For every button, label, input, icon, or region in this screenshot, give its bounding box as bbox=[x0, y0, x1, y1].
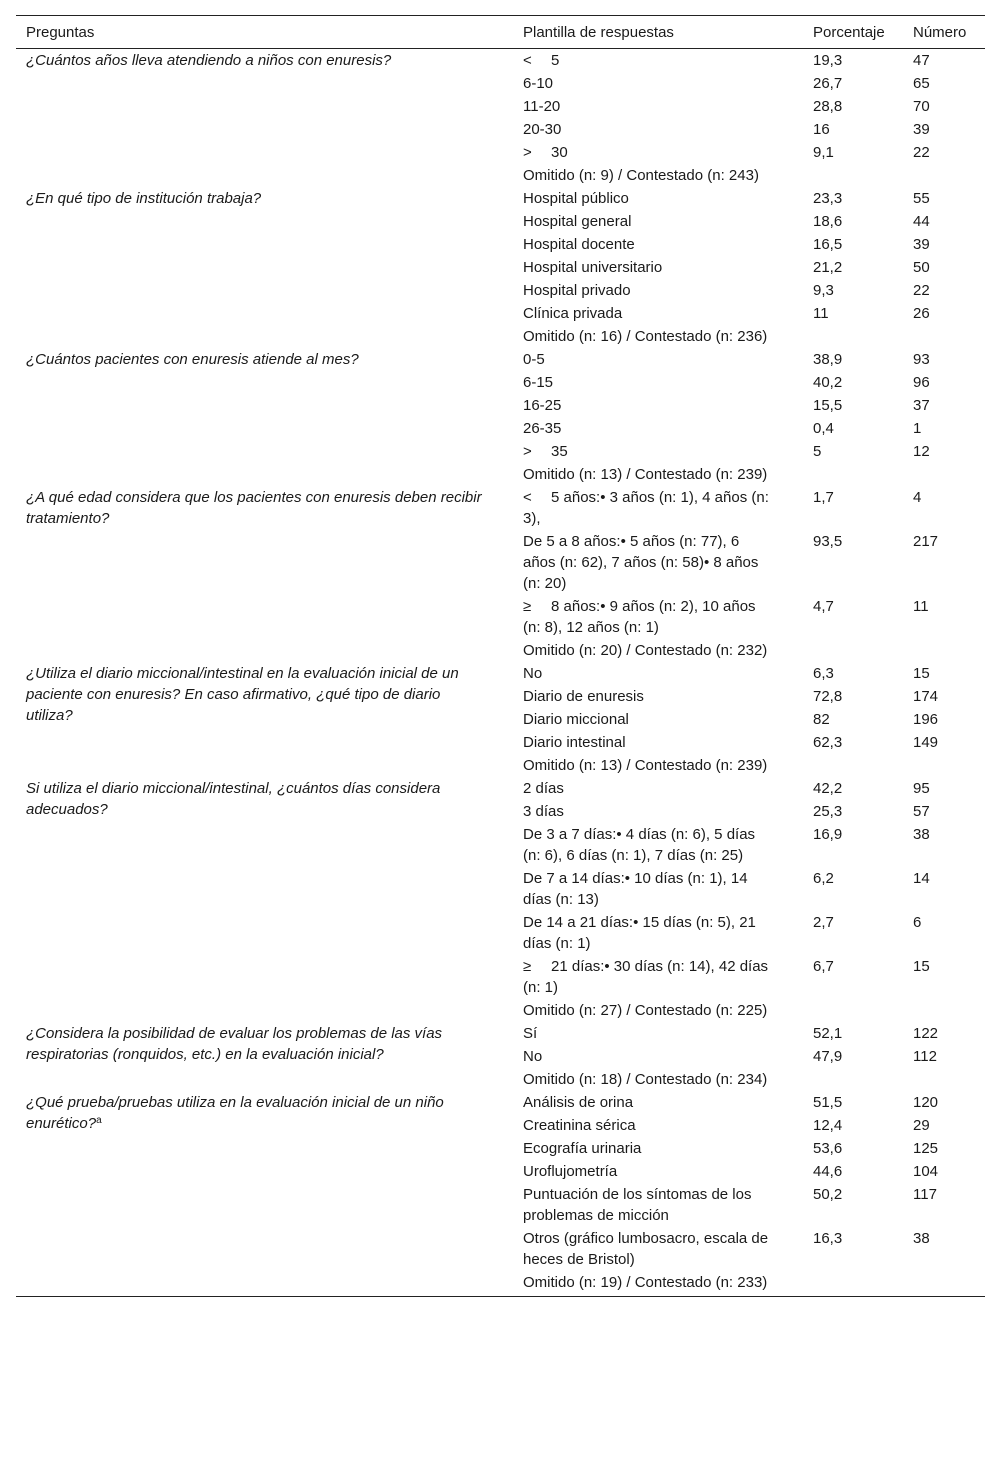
answer-text: Creatinina sérica bbox=[523, 1117, 636, 1134]
number-cell bbox=[903, 325, 985, 348]
answer-cell bbox=[513, 348, 803, 371]
number-cell: 149 bbox=[913, 734, 939, 751]
number-cell: 96 bbox=[913, 374, 930, 391]
answer-cell bbox=[513, 394, 803, 417]
answer-text: Sí bbox=[523, 1025, 538, 1042]
percentage-cell bbox=[803, 164, 903, 187]
percentage-cell: 12,4 bbox=[813, 1117, 843, 1134]
percentage-cell: 26,7 bbox=[813, 75, 843, 92]
percentage-cell: 50,2 bbox=[813, 1186, 843, 1203]
percentage-cell: 51,5 bbox=[813, 1094, 843, 1111]
percentage-cell: 15,5 bbox=[813, 397, 843, 414]
number-cell: 104 bbox=[913, 1163, 939, 1180]
answer-text: Uroflujometría bbox=[523, 1163, 618, 1180]
number-cell: 11 bbox=[913, 598, 929, 615]
answer-cell bbox=[513, 777, 803, 800]
survey-table bbox=[16, 15, 985, 1297]
percentage-cell: 38,9 bbox=[813, 351, 843, 368]
footnote-marker: a bbox=[96, 1115, 102, 1126]
question-cell bbox=[16, 1022, 513, 1091]
answer-text: 3 días bbox=[523, 803, 564, 820]
answer-symbol: ≥ bbox=[523, 958, 532, 975]
number-cell: 37 bbox=[913, 397, 930, 414]
percentage-cell: 18,6 bbox=[813, 213, 843, 230]
header-preguntas: Preguntas bbox=[26, 24, 95, 41]
number-cell: 29 bbox=[913, 1117, 930, 1134]
question-text: ¿Utiliza el diario miccional/intestinal en la evaluación inicial de un paciente con enuresis? En caso afirmativo, ¿qué tipo de diario utiliza? bbox=[26, 665, 459, 724]
header-numero: Número bbox=[913, 24, 967, 41]
percentage-cell: 2,7 bbox=[813, 914, 834, 931]
answer-text: 5 años:• 3 años (n: 1), 4 años (n: 3), bbox=[523, 489, 769, 527]
answer-text: Análisis de orina bbox=[523, 1094, 634, 1111]
table-row bbox=[16, 348, 985, 371]
percentage-cell: 9,3 bbox=[813, 282, 834, 299]
answer-text: 30 bbox=[551, 144, 568, 161]
answer-text: Hospital privado bbox=[523, 282, 631, 299]
question-text: ¿Cuántos pacientes con enuresis atiende al mes? bbox=[26, 351, 359, 368]
number-cell: 22 bbox=[913, 144, 930, 161]
answer-cell bbox=[513, 595, 803, 639]
answer-cell bbox=[513, 486, 803, 530]
number-cell: 217 bbox=[913, 533, 939, 550]
answer-text: Omitido (n: 9) / Contestado (n: 243) bbox=[523, 167, 759, 184]
number-cell: 6 bbox=[913, 914, 922, 931]
answer-cell bbox=[513, 1045, 803, 1068]
answer-cell bbox=[513, 72, 803, 95]
answer-text: No bbox=[523, 1048, 543, 1065]
table-row bbox=[16, 777, 985, 800]
number-cell bbox=[903, 164, 985, 187]
answer-cell bbox=[513, 95, 803, 118]
answer-text: Omitido (n: 13) / Contestado (n: 239) bbox=[523, 466, 768, 483]
number-cell bbox=[903, 999, 985, 1022]
percentage-cell: 44,6 bbox=[813, 1163, 843, 1180]
answer-text: Hospital universitario bbox=[523, 259, 663, 276]
number-cell bbox=[903, 1271, 985, 1297]
number-cell: 125 bbox=[913, 1140, 939, 1157]
answer-text: Hospital público bbox=[523, 190, 629, 207]
question-cell bbox=[16, 187, 513, 348]
percentage-cell: 62,3 bbox=[813, 734, 843, 751]
table-row bbox=[16, 486, 985, 530]
number-cell: 65 bbox=[913, 75, 930, 92]
percentage-cell bbox=[803, 325, 903, 348]
answer-cell bbox=[513, 371, 803, 394]
number-cell: 15 bbox=[913, 958, 930, 975]
percentage-cell bbox=[803, 639, 903, 662]
percentage-cell: 53,6 bbox=[813, 1140, 843, 1157]
percentage-cell: 42,2 bbox=[813, 780, 843, 797]
number-cell: 1 bbox=[913, 420, 922, 437]
number-cell: 55 bbox=[913, 190, 930, 207]
question-text: Si utiliza el diario miccional/intestinal, ¿cuántos días considera adecuados? bbox=[26, 780, 441, 818]
header-plantilla: Plantilla de respuestas bbox=[523, 24, 674, 41]
percentage-cell: 16,9 bbox=[813, 826, 843, 843]
answer-text: Diario de enuresis bbox=[523, 688, 644, 705]
answer-symbol: > bbox=[523, 443, 532, 460]
percentage-cell: 40,2 bbox=[813, 374, 843, 391]
question-cell bbox=[16, 348, 513, 486]
percentage-cell bbox=[803, 1271, 903, 1297]
percentage-cell: 28,8 bbox=[813, 98, 843, 115]
header-row bbox=[16, 16, 985, 49]
number-cell: 39 bbox=[913, 236, 930, 253]
answer-cell bbox=[513, 463, 803, 486]
percentage-cell: 19,3 bbox=[813, 52, 843, 69]
question-cell bbox=[16, 1091, 513, 1297]
number-cell: 57 bbox=[913, 803, 930, 820]
percentage-cell: 6,7 bbox=[813, 958, 834, 975]
number-cell: 117 bbox=[913, 1186, 937, 1203]
number-cell bbox=[903, 463, 985, 486]
answer-text: 11-20 bbox=[523, 98, 561, 115]
answer-cell bbox=[513, 210, 803, 233]
percentage-cell: 16,5 bbox=[813, 236, 843, 253]
answer-cell bbox=[513, 708, 803, 731]
answer-cell bbox=[513, 1160, 803, 1183]
percentage-cell: 72,8 bbox=[813, 688, 843, 705]
answer-cell bbox=[513, 754, 803, 777]
answer-cell bbox=[513, 1183, 803, 1227]
number-cell: 196 bbox=[913, 711, 939, 728]
percentage-cell: 93,5 bbox=[813, 533, 843, 550]
number-cell: 93 bbox=[913, 351, 930, 368]
table-body bbox=[16, 49, 985, 1297]
number-cell: 120 bbox=[913, 1094, 939, 1111]
answer-text: 8 años:• 9 años (n: 2), 10 años (n: 8), 12 años (n: 1) bbox=[523, 598, 756, 636]
percentage-cell bbox=[803, 1068, 903, 1091]
number-cell: 4 bbox=[913, 489, 922, 506]
number-cell bbox=[903, 754, 985, 777]
question-cell bbox=[16, 49, 513, 188]
number-cell bbox=[903, 639, 985, 662]
answer-text: Diario miccional bbox=[523, 711, 629, 728]
answer-text: Clínica privada bbox=[523, 305, 623, 322]
percentage-cell bbox=[803, 754, 903, 777]
table-row bbox=[16, 1091, 985, 1114]
percentage-cell bbox=[803, 463, 903, 486]
question-cell bbox=[16, 486, 513, 662]
answer-text: Hospital general bbox=[523, 213, 632, 230]
number-cell: 112 bbox=[913, 1048, 937, 1065]
answer-cell bbox=[513, 999, 803, 1022]
percentage-cell: 16,3 bbox=[813, 1230, 843, 1247]
question-cell bbox=[16, 777, 513, 1022]
answer-text: Omitido (n: 18) / Contestado (n: 234) bbox=[523, 1071, 768, 1088]
answer-text: No bbox=[523, 665, 543, 682]
percentage-cell: 21,2 bbox=[813, 259, 843, 276]
header-porcentaje: Porcentaje bbox=[813, 24, 885, 41]
answer-symbol: < bbox=[523, 489, 532, 506]
table-row bbox=[16, 662, 985, 685]
answer-text: 16-25 bbox=[523, 397, 562, 414]
answer-cell bbox=[513, 685, 803, 708]
percentage-cell: 1,7 bbox=[813, 489, 834, 506]
answer-text: 21 días:• 30 días (n: 14), 42 días (n: 1) bbox=[523, 958, 769, 996]
answer-symbol: > bbox=[523, 144, 532, 161]
table-row bbox=[16, 49, 985, 73]
answer-text: Omitido (n: 27) / Contestado (n: 225) bbox=[523, 1002, 768, 1019]
answer-cell bbox=[513, 1271, 803, 1297]
answer-text: De 14 a 21 días:• 15 días (n: 5), 21 días (n: 1) bbox=[523, 914, 756, 952]
answer-text: 2 días bbox=[523, 780, 564, 797]
percentage-cell: 4,7 bbox=[813, 598, 834, 615]
number-cell: 47 bbox=[913, 52, 930, 69]
answer-cell bbox=[513, 325, 803, 348]
answer-text: Otros (gráfico lumbosacro, escala de heces de Bristol) bbox=[523, 1230, 769, 1268]
answer-cell bbox=[513, 911, 803, 955]
answer-cell bbox=[513, 662, 803, 685]
answer-cell bbox=[513, 800, 803, 823]
answer-text: De 3 a 7 días:• 4 días (n: 6), 5 días (n: 6), 6 días (n: 1), 7 días (n: 25) bbox=[523, 826, 756, 864]
percentage-cell: 47,9 bbox=[813, 1048, 843, 1065]
answer-cell bbox=[513, 187, 803, 210]
answer-text: Hospital docente bbox=[523, 236, 635, 253]
table-row bbox=[16, 187, 985, 210]
percentage-cell: 16 bbox=[813, 121, 830, 138]
number-cell: 38 bbox=[913, 1230, 930, 1247]
answer-text: Omitido (n: 19) / Contestado (n: 233) bbox=[523, 1274, 768, 1291]
number-cell: 95 bbox=[913, 780, 930, 797]
answer-text: 6-10 bbox=[523, 75, 554, 92]
answer-cell bbox=[513, 417, 803, 440]
answer-cell bbox=[513, 867, 803, 911]
answer-cell bbox=[513, 440, 803, 463]
answer-cell bbox=[513, 823, 803, 867]
answer-cell bbox=[513, 1137, 803, 1160]
answer-cell bbox=[513, 302, 803, 325]
percentage-cell: 9,1 bbox=[813, 144, 834, 161]
answer-text: 0-5 bbox=[523, 351, 545, 368]
question-text: ¿Considera la posibilidad de evaluar los problemas de las vías respiratorias (ronquidos, etc.) en la evaluación inicial? bbox=[26, 1025, 443, 1063]
number-cell: 12 bbox=[913, 443, 930, 460]
answer-text: De 5 a 8 años:• 5 años (n: 77), 6 años (n: 62), 7 años (n: 58)• 8 años (n: 20) bbox=[523, 533, 759, 592]
percentage-cell: 82 bbox=[813, 711, 830, 728]
percentage-cell bbox=[803, 999, 903, 1022]
answer-text: Omitido (n: 13) / Contestado (n: 239) bbox=[523, 757, 768, 774]
number-cell: 122 bbox=[913, 1025, 939, 1042]
percentage-cell: 11 bbox=[813, 305, 829, 322]
percentage-cell: 52,1 bbox=[813, 1025, 843, 1042]
answer-cell bbox=[513, 530, 803, 595]
number-cell: 26 bbox=[913, 305, 930, 322]
answer-text: 26-35 bbox=[523, 420, 562, 437]
answer-text: 35 bbox=[551, 443, 568, 460]
number-cell: 15 bbox=[913, 665, 930, 682]
percentage-cell: 5 bbox=[813, 443, 822, 460]
answer-text: Omitido (n: 20) / Contestado (n: 232) bbox=[523, 642, 768, 659]
answer-cell bbox=[513, 256, 803, 279]
answer-cell bbox=[513, 141, 803, 164]
percentage-cell: 23,3 bbox=[813, 190, 843, 207]
number-cell: 39 bbox=[913, 121, 930, 138]
answer-text: 6-15 bbox=[523, 374, 554, 391]
answer-symbol: < bbox=[523, 52, 532, 69]
answer-cell bbox=[513, 639, 803, 662]
answer-cell bbox=[513, 955, 803, 999]
answer-cell bbox=[513, 118, 803, 141]
question-text: ¿Cuántos años lleva atendiendo a niños con enuresis? bbox=[26, 52, 392, 69]
answer-text: 5 bbox=[551, 52, 560, 69]
answer-cell bbox=[513, 1022, 803, 1045]
percentage-cell: 6,2 bbox=[813, 870, 834, 887]
answer-text: De 7 a 14 días:• 10 días (n: 1), 14 días (n: 13) bbox=[523, 870, 748, 908]
percentage-cell: 25,3 bbox=[813, 803, 843, 820]
number-cell: 44 bbox=[913, 213, 930, 230]
answer-cell bbox=[513, 233, 803, 256]
percentage-cell: 6,3 bbox=[813, 665, 834, 682]
answer-symbol: ≥ bbox=[523, 598, 532, 615]
answer-cell bbox=[513, 1227, 803, 1271]
answer-text: Ecografía urinaria bbox=[523, 1140, 642, 1157]
answer-cell bbox=[513, 164, 803, 187]
answer-text: Diario intestinal bbox=[523, 734, 626, 751]
number-cell bbox=[903, 1068, 985, 1091]
answer-cell bbox=[513, 49, 803, 73]
number-cell: 22 bbox=[913, 282, 930, 299]
number-cell: 174 bbox=[913, 688, 939, 705]
answer-text: Omitido (n: 16) / Contestado (n: 236) bbox=[523, 328, 768, 345]
answer-cell bbox=[513, 731, 803, 754]
number-cell: 70 bbox=[913, 98, 930, 115]
number-cell: 50 bbox=[913, 259, 930, 276]
table-header bbox=[16, 16, 985, 49]
question-text: ¿Qué prueba/pruebas utiliza en la evaluación inicial de un niño enurético? bbox=[26, 1094, 444, 1132]
answer-cell bbox=[513, 279, 803, 302]
answer-cell bbox=[513, 1068, 803, 1091]
number-cell: 14 bbox=[913, 870, 930, 887]
question-text: ¿A qué edad considera que los pacientes con enuresis deben recibir tratamiento? bbox=[26, 489, 482, 527]
percentage-cell: 0,4 bbox=[813, 420, 834, 437]
table-row bbox=[16, 1022, 985, 1045]
question-text: ¿En qué tipo de institución trabaja? bbox=[26, 190, 262, 207]
number-cell: 38 bbox=[913, 826, 930, 843]
answer-text: Puntuación de los síntomas de los problemas de micción bbox=[523, 1186, 752, 1224]
question-cell bbox=[16, 662, 513, 777]
answer-cell bbox=[513, 1091, 803, 1114]
answer-cell bbox=[513, 1114, 803, 1137]
answer-text: 20-30 bbox=[523, 121, 562, 138]
